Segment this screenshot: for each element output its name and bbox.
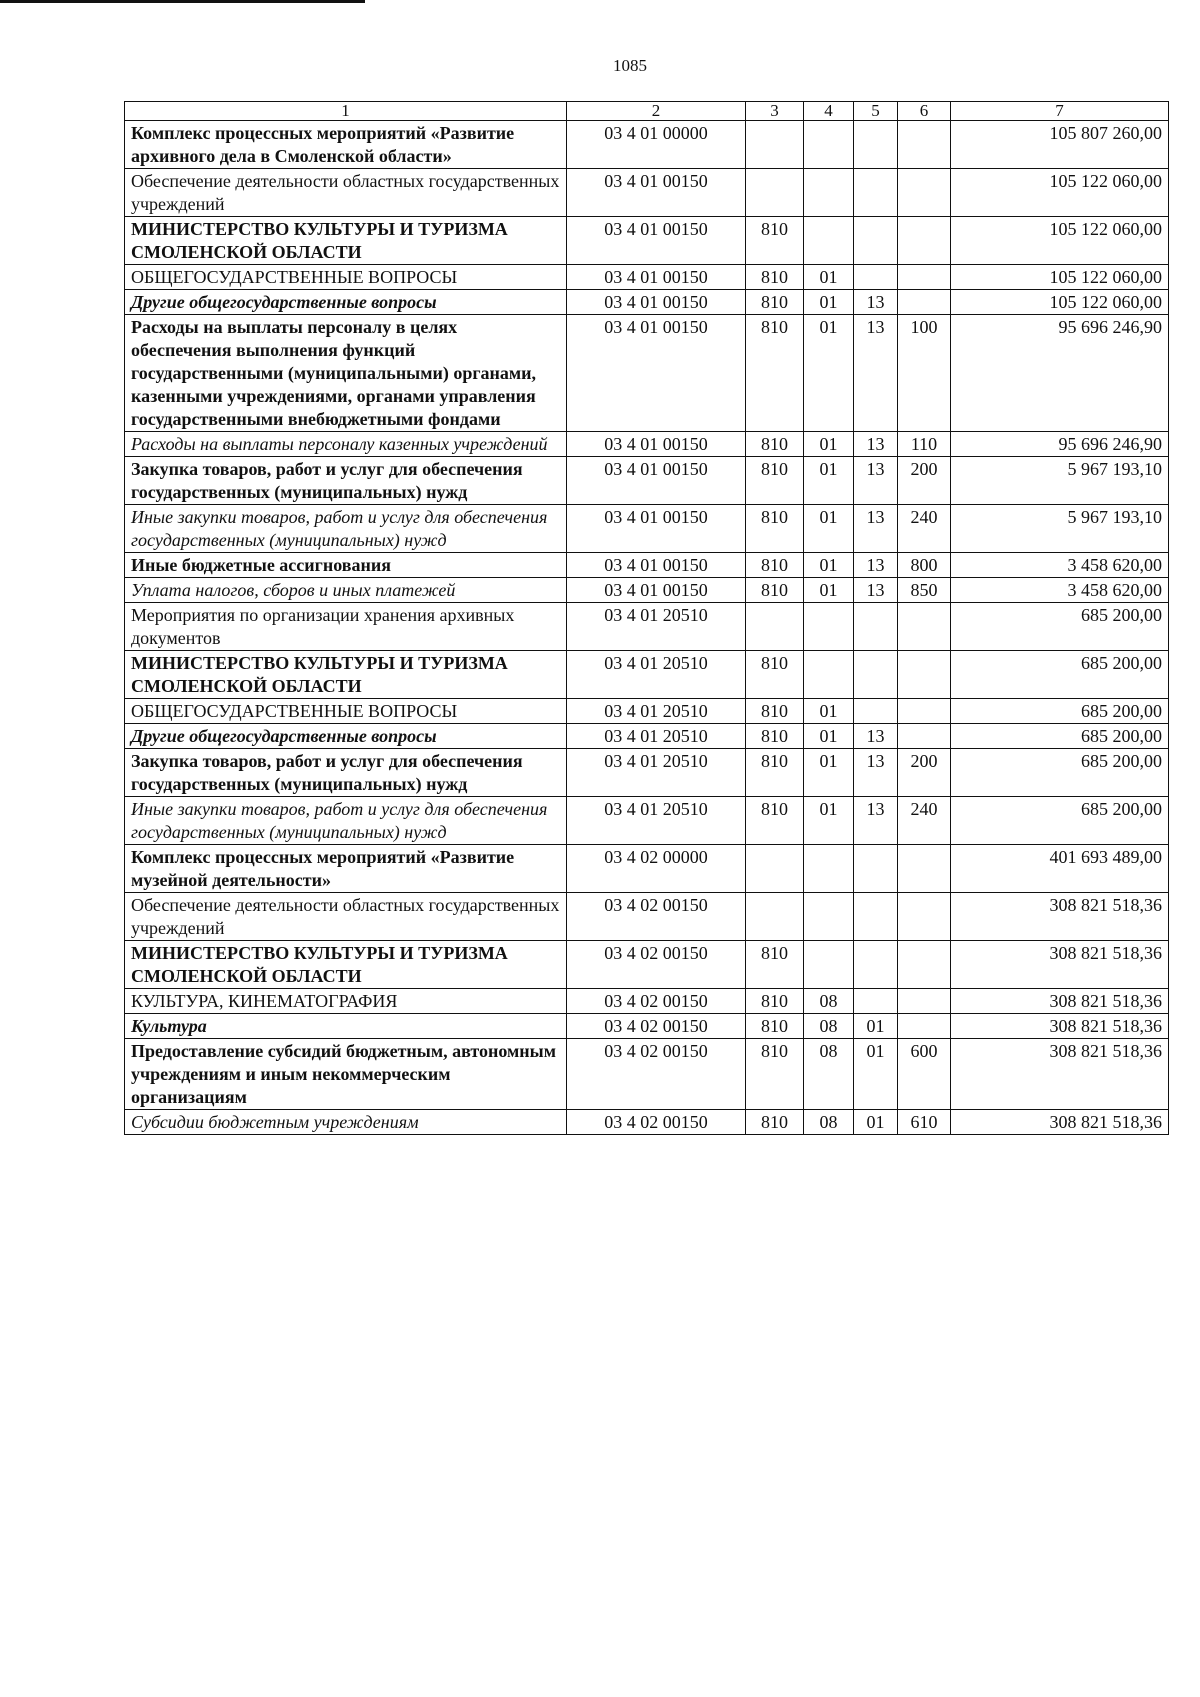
target-article-cell: 03 4 01 20510 — [567, 724, 746, 749]
amount-cell: 685 200,00 — [951, 651, 1169, 699]
item-name-cell: Другие общегосударственные вопросы — [125, 724, 567, 749]
table-row — [125, 553, 1169, 578]
subsection-code-cell: 13 — [854, 553, 898, 578]
subsection-code-cell — [854, 217, 898, 265]
section-code-cell — [804, 169, 854, 217]
subsection-code-cell — [854, 169, 898, 217]
expense-type-cell: 200 — [898, 749, 951, 797]
amount-cell: 308 821 518,36 — [951, 1039, 1169, 1110]
table-row — [125, 505, 1169, 553]
target-article-cell: 03 4 02 00150 — [567, 1014, 746, 1039]
target-article-cell: 03 4 01 00150 — [567, 265, 746, 290]
grbs-code-cell: 810 — [746, 505, 804, 553]
section-code-cell — [804, 941, 854, 989]
amount-cell: 105 122 060,00 — [951, 265, 1169, 290]
item-name-cell: Другие общегосударственные вопросы — [125, 290, 567, 315]
table-row — [125, 1039, 1169, 1110]
subsection-code-cell: 13 — [854, 578, 898, 603]
column-number: 1 — [125, 102, 567, 121]
item-name-cell: Обеспечение деятельности областных государственных учреждений — [125, 893, 567, 941]
table-row — [125, 893, 1169, 941]
expense-type-cell: 110 — [898, 432, 951, 457]
item-name-cell: КУЛЬТУРА, КИНЕМАТОГРАФИЯ — [125, 989, 567, 1014]
expense-type-cell: 100 — [898, 315, 951, 432]
section-code-cell: 01 — [804, 432, 854, 457]
section-code-cell: 08 — [804, 989, 854, 1014]
subsection-code-cell: 13 — [854, 432, 898, 457]
scan-edge-line — [0, 0, 365, 3]
amount-cell: 105 122 060,00 — [951, 290, 1169, 315]
subsection-code-cell — [854, 265, 898, 290]
table-row — [125, 724, 1169, 749]
target-article-cell: 03 4 01 20510 — [567, 603, 746, 651]
item-name-cell: ОБЩЕГОСУДАРСТВЕННЫЕ ВОПРОСЫ — [125, 265, 567, 290]
column-number: 2 — [567, 102, 746, 121]
expense-type-cell — [898, 893, 951, 941]
grbs-code-cell: 810 — [746, 941, 804, 989]
item-name-cell: Расходы на выплаты персоналу казенных учреждений — [125, 432, 567, 457]
table-row — [125, 749, 1169, 797]
grbs-code-cell: 810 — [746, 553, 804, 578]
subsection-code-cell: 13 — [854, 724, 898, 749]
grbs-code-cell: 810 — [746, 432, 804, 457]
section-code-cell — [804, 845, 854, 893]
expense-type-cell: 600 — [898, 1039, 951, 1110]
subsection-code-cell — [854, 121, 898, 169]
section-code-cell: 01 — [804, 315, 854, 432]
table-row — [125, 121, 1169, 169]
item-name-cell: Уплата налогов, сборов и иных платежей — [125, 578, 567, 603]
grbs-code-cell: 810 — [746, 1014, 804, 1039]
item-name-cell: Иные закупки товаров, работ и услуг для обеспечения государственных (муниципальных) нужд — [125, 505, 567, 553]
grbs-code-cell: 810 — [746, 457, 804, 505]
target-article-cell: 03 4 01 20510 — [567, 797, 746, 845]
subsection-code-cell: 13 — [854, 749, 898, 797]
section-code-cell: 01 — [804, 290, 854, 315]
expense-type-cell: 240 — [898, 505, 951, 553]
subsection-code-cell: 13 — [854, 797, 898, 845]
target-article-cell: 03 4 01 20510 — [567, 749, 746, 797]
subsection-code-cell — [854, 603, 898, 651]
amount-cell: 685 200,00 — [951, 797, 1169, 845]
item-name-cell: МИНИСТЕРСТВО КУЛЬТУРЫ И ТУРИЗМА СМОЛЕНСКОЙ ОБЛАСТИ — [125, 651, 567, 699]
item-name-cell: Закупка товаров, работ и услуг для обеспечения государственных (муниципальных) нужд — [125, 749, 567, 797]
table-row — [125, 1110, 1169, 1135]
column-number: 7 — [951, 102, 1169, 121]
subsection-code-cell: 01 — [854, 1014, 898, 1039]
table-row — [125, 578, 1169, 603]
table-row — [125, 457, 1169, 505]
expense-type-cell — [898, 603, 951, 651]
target-article-cell: 03 4 01 00150 — [567, 505, 746, 553]
amount-cell: 95 696 246,90 — [951, 432, 1169, 457]
section-code-cell: 01 — [804, 265, 854, 290]
item-name-cell: Иные закупки товаров, работ и услуг для обеспечения государственных (муниципальных) нужд — [125, 797, 567, 845]
target-article-cell: 03 4 01 20510 — [567, 699, 746, 724]
table-row — [125, 1014, 1169, 1039]
table-row — [125, 315, 1169, 432]
section-code-cell — [804, 121, 854, 169]
subsection-code-cell: 13 — [854, 505, 898, 553]
target-article-cell: 03 4 01 00150 — [567, 217, 746, 265]
item-name-cell: Иные бюджетные ассигнования — [125, 553, 567, 578]
table-row — [125, 217, 1169, 265]
column-number: 4 — [804, 102, 854, 121]
table-row — [125, 989, 1169, 1014]
expense-type-cell — [898, 989, 951, 1014]
amount-cell: 308 821 518,36 — [951, 1110, 1169, 1135]
grbs-code-cell — [746, 121, 804, 169]
expense-type-cell: 200 — [898, 457, 951, 505]
section-code-cell: 01 — [804, 699, 854, 724]
subsection-code-cell: 13 — [854, 290, 898, 315]
subsection-code-cell — [854, 699, 898, 724]
subsection-code-cell — [854, 845, 898, 893]
grbs-code-cell: 810 — [746, 724, 804, 749]
item-name-cell: МИНИСТЕРСТВО КУЛЬТУРЫ И ТУРИЗМА СМОЛЕНСКОЙ ОБЛАСТИ — [125, 217, 567, 265]
subsection-code-cell — [854, 893, 898, 941]
amount-cell: 3 458 620,00 — [951, 578, 1169, 603]
grbs-code-cell: 810 — [746, 989, 804, 1014]
target-article-cell: 03 4 02 00150 — [567, 941, 746, 989]
table-row — [125, 699, 1169, 724]
amount-cell: 3 458 620,00 — [951, 553, 1169, 578]
target-article-cell: 03 4 01 20510 — [567, 651, 746, 699]
grbs-code-cell: 810 — [746, 265, 804, 290]
target-article-cell: 03 4 02 00150 — [567, 989, 746, 1014]
amount-cell: 95 696 246,90 — [951, 315, 1169, 432]
grbs-code-cell: 810 — [746, 699, 804, 724]
amount-cell: 105 122 060,00 — [951, 217, 1169, 265]
grbs-code-cell: 810 — [746, 797, 804, 845]
item-name-cell: МИНИСТЕРСТВО КУЛЬТУРЫ И ТУРИЗМА СМОЛЕНСКОЙ ОБЛАСТИ — [125, 941, 567, 989]
amount-cell: 105 807 260,00 — [951, 121, 1169, 169]
amount-cell: 685 200,00 — [951, 699, 1169, 724]
grbs-code-cell — [746, 603, 804, 651]
amount-cell: 308 821 518,36 — [951, 1014, 1169, 1039]
expense-type-cell — [898, 217, 951, 265]
table-row — [125, 651, 1169, 699]
subsection-code-cell: 01 — [854, 1110, 898, 1135]
table-row — [125, 265, 1169, 290]
page-number: 1085 — [613, 56, 647, 75]
item-name-cell: Комплекс процессных мероприятий «Развитие архивного дела в Смоленской области» — [125, 121, 567, 169]
target-article-cell: 03 4 01 00150 — [567, 169, 746, 217]
amount-cell: 308 821 518,36 — [951, 989, 1169, 1014]
section-code-cell — [804, 651, 854, 699]
grbs-code-cell: 810 — [746, 578, 804, 603]
item-name-cell: Предоставление субсидий бюджетным, автономным учреждениям и иным некоммерческим организациям — [125, 1039, 567, 1110]
grbs-code-cell: 810 — [746, 1039, 804, 1110]
budget-table — [124, 101, 1169, 1135]
grbs-code-cell: 810 — [746, 749, 804, 797]
amount-cell: 105 122 060,00 — [951, 169, 1169, 217]
column-number: 6 — [898, 102, 951, 121]
table-row — [125, 290, 1169, 315]
item-name-cell: Обеспечение деятельности областных государственных учреждений — [125, 169, 567, 217]
section-code-cell: 01 — [804, 578, 854, 603]
amount-cell: 685 200,00 — [951, 724, 1169, 749]
section-code-cell: 01 — [804, 457, 854, 505]
target-article-cell: 03 4 01 00150 — [567, 457, 746, 505]
table-row — [125, 797, 1169, 845]
target-article-cell: 03 4 02 00150 — [567, 893, 746, 941]
expense-type-cell — [898, 651, 951, 699]
expense-type-cell: 800 — [898, 553, 951, 578]
expense-type-cell — [898, 699, 951, 724]
amount-cell: 308 821 518,36 — [951, 941, 1169, 989]
grbs-code-cell — [746, 845, 804, 893]
grbs-code-cell: 810 — [746, 290, 804, 315]
section-code-cell — [804, 603, 854, 651]
item-name-cell: Комплекс процессных мероприятий «Развитие музейной деятельности» — [125, 845, 567, 893]
section-code-cell: 08 — [804, 1039, 854, 1110]
target-article-cell: 03 4 01 00150 — [567, 432, 746, 457]
expense-type-cell: 610 — [898, 1110, 951, 1135]
amount-cell: 685 200,00 — [951, 749, 1169, 797]
item-name-cell: Расходы на выплаты персоналу в целях обеспечения выполнения функций государственными (муниципальными) органами, казенными учреждениями, органами управления государственными внебюджетными фондами — [125, 315, 567, 432]
subsection-code-cell — [854, 941, 898, 989]
subsection-code-cell — [854, 989, 898, 1014]
grbs-code-cell: 810 — [746, 315, 804, 432]
expense-type-cell: 850 — [898, 578, 951, 603]
target-article-cell: 03 4 01 00150 — [567, 578, 746, 603]
expense-type-cell — [898, 290, 951, 315]
expense-type-cell — [898, 845, 951, 893]
item-name-cell: ОБЩЕГОСУДАРСТВЕННЫЕ ВОПРОСЫ — [125, 699, 567, 724]
grbs-code-cell: 810 — [746, 217, 804, 265]
table-row — [125, 603, 1169, 651]
table-row — [125, 941, 1169, 989]
subsection-code-cell: 13 — [854, 315, 898, 432]
expense-type-cell: 240 — [898, 797, 951, 845]
target-article-cell: 03 4 01 00000 — [567, 121, 746, 169]
expense-type-cell — [898, 941, 951, 989]
section-code-cell — [804, 893, 854, 941]
item-name-cell: Закупка товаров, работ и услуг для обеспечения государственных (муниципальных) нужд — [125, 457, 567, 505]
amount-cell: 308 821 518,36 — [951, 893, 1169, 941]
column-number: 3 — [746, 102, 804, 121]
target-article-cell: 03 4 02 00150 — [567, 1110, 746, 1135]
target-article-cell: 03 4 01 00150 — [567, 315, 746, 432]
expense-type-cell — [898, 121, 951, 169]
amount-cell: 685 200,00 — [951, 603, 1169, 651]
section-code-cell: 01 — [804, 749, 854, 797]
amount-cell: 5 967 193,10 — [951, 505, 1169, 553]
table-body — [125, 102, 1169, 1135]
item-name-cell: Мероприятия по организации хранения архивных документов — [125, 603, 567, 651]
item-name-cell: Субсидии бюджетным учреждениям — [125, 1110, 567, 1135]
item-name-cell: Культура — [125, 1014, 567, 1039]
expense-type-cell — [898, 265, 951, 290]
section-code-cell: 01 — [804, 797, 854, 845]
amount-cell: 401 693 489,00 — [951, 845, 1169, 893]
section-code-cell: 08 — [804, 1014, 854, 1039]
subsection-code-cell: 01 — [854, 1039, 898, 1110]
table-row — [125, 169, 1169, 217]
target-article-cell: 03 4 01 00150 — [567, 290, 746, 315]
target-article-cell: 03 4 02 00000 — [567, 845, 746, 893]
table-row — [125, 845, 1169, 893]
column-number: 5 — [854, 102, 898, 121]
grbs-code-cell — [746, 893, 804, 941]
target-article-cell: 03 4 02 00150 — [567, 1039, 746, 1110]
section-code-cell — [804, 217, 854, 265]
column-number-row — [125, 102, 1169, 121]
grbs-code-cell — [746, 169, 804, 217]
amount-cell: 5 967 193,10 — [951, 457, 1169, 505]
expense-type-cell — [898, 1014, 951, 1039]
grbs-code-cell: 810 — [746, 651, 804, 699]
section-code-cell: 01 — [804, 505, 854, 553]
subsection-code-cell — [854, 651, 898, 699]
section-code-cell: 01 — [804, 553, 854, 578]
section-code-cell: 08 — [804, 1110, 854, 1135]
table-row — [125, 432, 1169, 457]
expense-type-cell — [898, 724, 951, 749]
section-code-cell: 01 — [804, 724, 854, 749]
target-article-cell: 03 4 01 00150 — [567, 553, 746, 578]
subsection-code-cell: 13 — [854, 457, 898, 505]
expense-type-cell — [898, 169, 951, 217]
grbs-code-cell: 810 — [746, 1110, 804, 1135]
